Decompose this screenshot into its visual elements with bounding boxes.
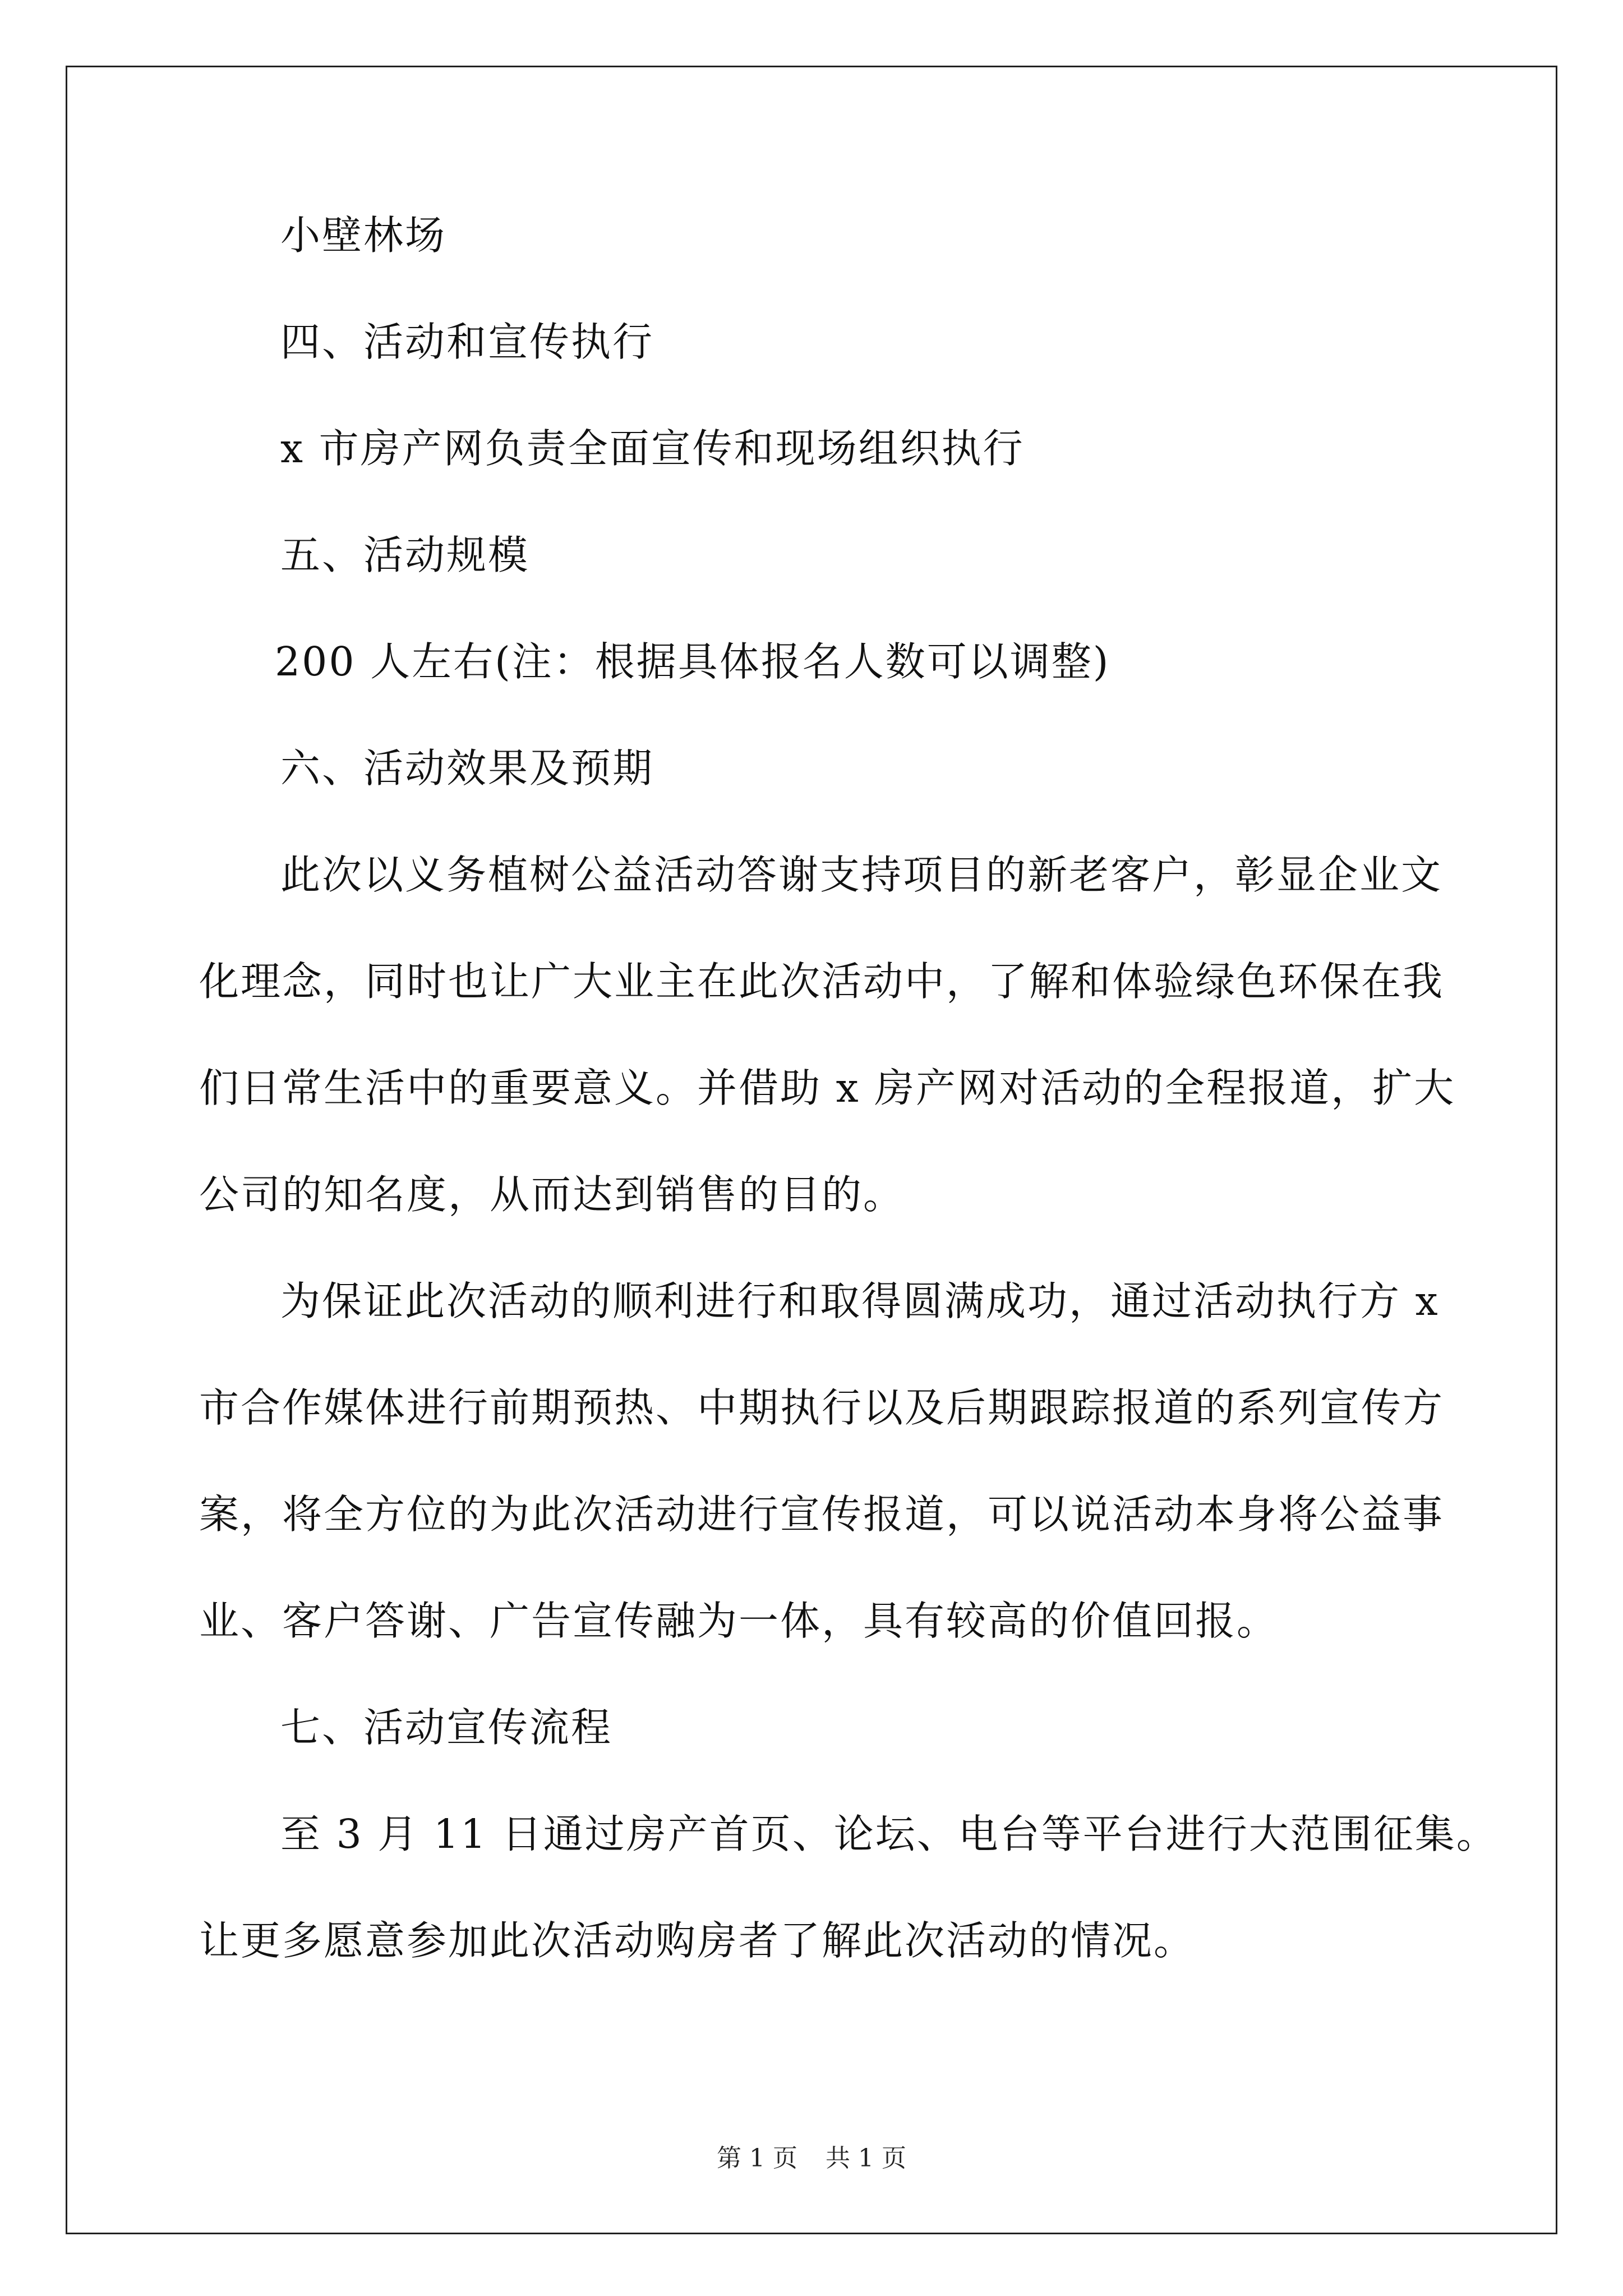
paragraph-line: 此次以义务植树公益活动答谢支持项目的新老客户，彰显企业文 [280,852,1443,898]
section-heading: 四、活动和宣传执行 [280,319,654,365]
paragraph-line: 们日常生活中的重要意义。并借助 x 房产网对活动的全程报道，扩大 [199,1065,1456,1111]
section-heading: 五、活动规模 [280,532,530,578]
paragraph-line: 让更多愿意参加此次活动购房者了解此次活动的情况。 [199,1917,1196,1964]
paragraph-line: 市合作媒体进行前期预热、中期执行以及后期跟踪报道的系列宣传方 [199,1384,1445,1431]
paragraph-line: 业、客户答谢、广告宣传融为一体，具有较高的价值回报。 [199,1598,1279,1644]
page-total: 共 1 页 [826,2144,906,2173]
page-number: 第 1 页 [717,2144,797,2173]
paragraph-line: 案，将全方位的为此次活动进行宣传报道，可以说活动本身将公益事 [199,1491,1445,1538]
section-heading: 七、活动宣传流程 [280,1704,613,1751]
text-line: 小壁林场 [280,212,447,259]
paragraph-line: 化理念，同时也让广大业主在此次活动中，了解和体验绿色环保在我 [199,958,1445,1005]
paragraph-line: 公司的知名度，从而达到销售的目的。 [199,1171,905,1218]
page-footer [0,2142,1623,2175]
text-line: 200 人左右(注：根据具体报名人数可以调整) [275,638,1110,685]
page-border [66,66,1557,2234]
section-heading: 六、活动效果及预期 [280,745,654,792]
paragraph-line: 至 3 月 11 日通过房产首页、论坛、电台等平台进行大范围征集。 [280,1811,1498,1857]
text-line: x 市房产网负责全面宣传和现场组织执行 [280,425,1025,472]
paragraph-line: 为保证此次活动的顺利进行和取得圆满成功，通过活动执行方 x [280,1278,1440,1324]
